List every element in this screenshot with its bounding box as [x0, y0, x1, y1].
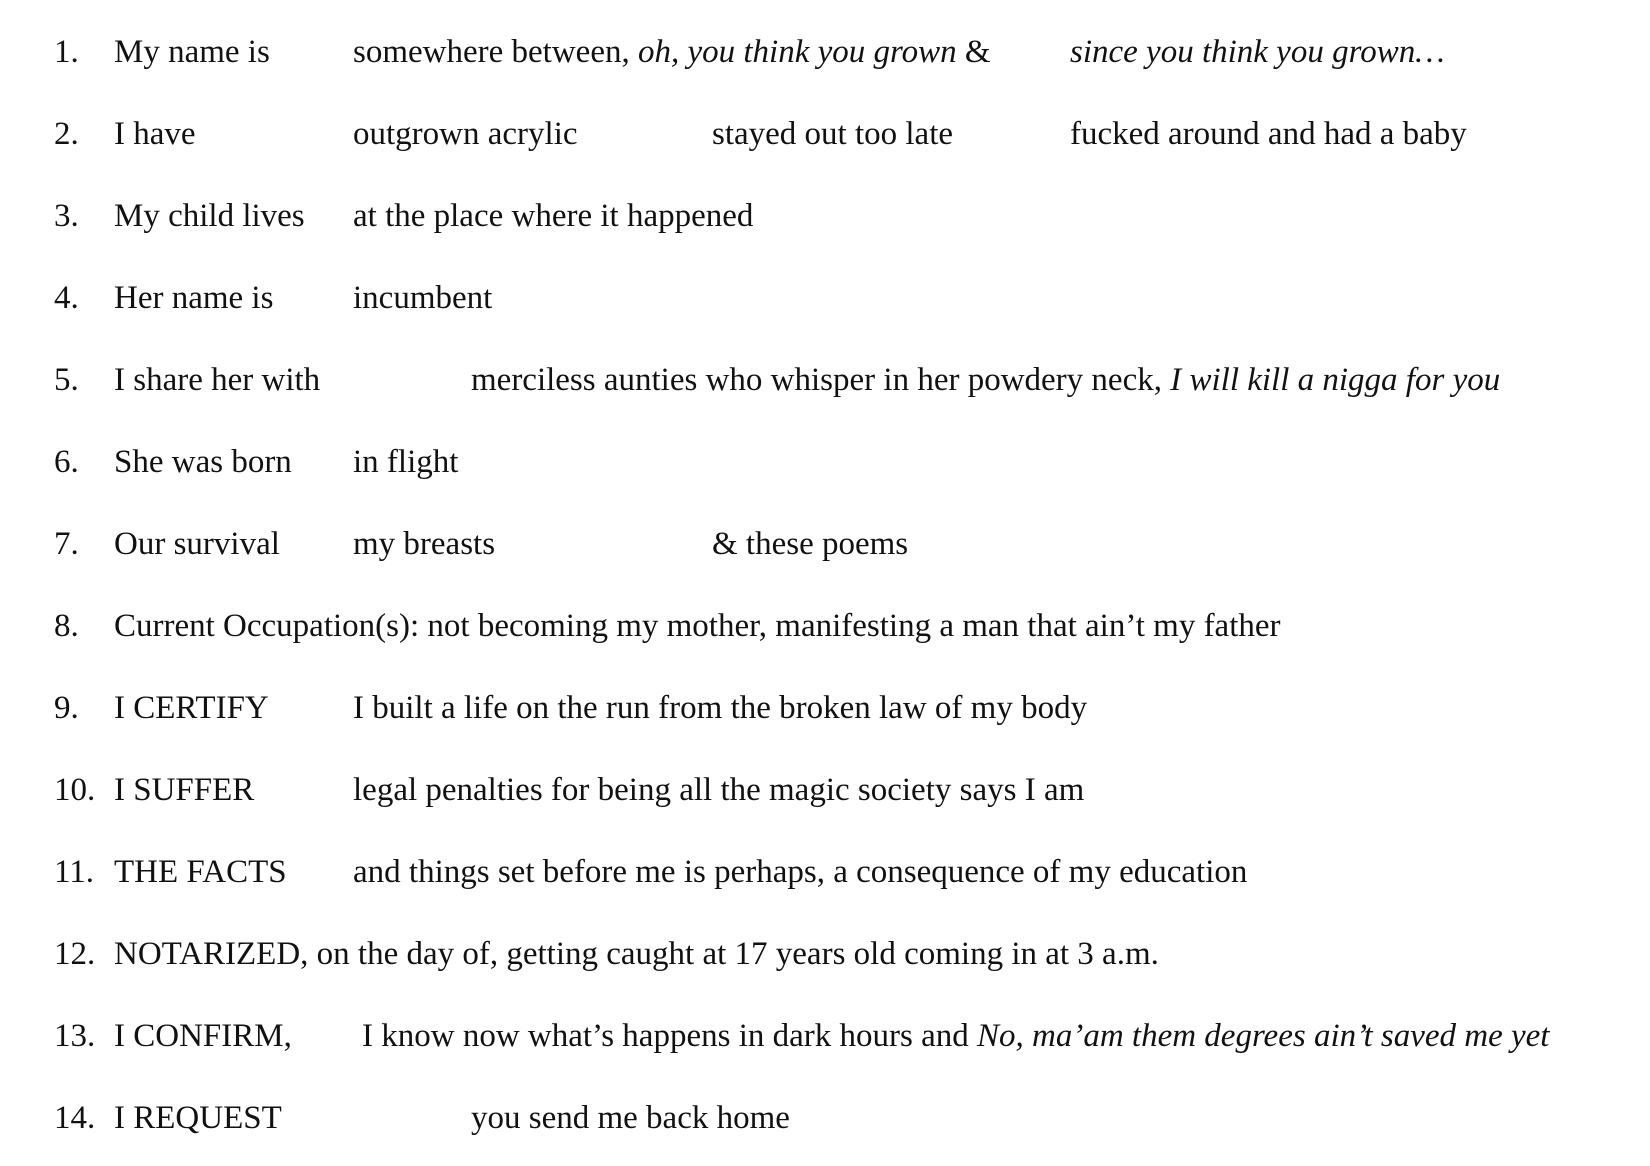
line-number: 8. — [54, 608, 79, 644]
line-label: I CERTIFY — [114, 690, 269, 726]
line-5 — [0, 350, 1650, 410]
line-number: 10. — [54, 772, 96, 808]
line-number: 3. — [54, 198, 79, 234]
line-label: My child lives — [114, 198, 305, 234]
line-label: Her name is — [114, 280, 274, 316]
line-label: I SUFFER — [114, 772, 255, 808]
line-number: 7. — [54, 526, 79, 562]
line-label: Our survival — [114, 526, 280, 562]
line-number: 13. — [54, 1018, 96, 1054]
line-13 — [0, 1006, 1650, 1066]
line-text-roman: merciless aunties who whisper in her powdery neck, — [471, 362, 1162, 398]
line-number: 14. — [54, 1100, 96, 1136]
line-number: 2. — [54, 116, 79, 152]
line-number: 9. — [54, 690, 79, 726]
line-number: 1. — [54, 34, 79, 70]
line-12 — [0, 924, 1650, 984]
line-number: 5. — [54, 362, 79, 398]
line-label: NOTARIZED, on the day of, getting caught at 17 years old coming in at 3 a.m. — [114, 936, 1159, 972]
line-text-italic-2: since you think you grown… — [1070, 34, 1445, 70]
line-text-italic: oh, you think you grown — [637, 34, 957, 70]
line-label: My name is — [114, 34, 270, 70]
line-3 — [0, 186, 1650, 246]
line-text: you send me back home — [471, 1100, 790, 1136]
line-number: 12. — [54, 936, 96, 972]
line-number: 6. — [54, 444, 79, 480]
line-text: my breasts — [353, 526, 496, 562]
line-text-ampersand: & — [964, 34, 991, 70]
line-4 — [0, 268, 1650, 328]
line-2 — [0, 104, 1650, 164]
line-text-roman: somewhere between, — [353, 34, 630, 70]
line-text: I built a life on the run from the broken law of my body — [353, 690, 1088, 726]
line-label: I CONFIRM, — [114, 1018, 292, 1054]
line-label: She was born — [114, 444, 292, 480]
line-14 — [0, 1088, 1650, 1148]
line-6 — [0, 432, 1650, 492]
line-text-3: fucked around and had a baby — [1070, 116, 1467, 152]
line-label: I share her with — [114, 362, 321, 398]
line-9 — [0, 678, 1650, 738]
line-label: I REQUEST — [114, 1100, 282, 1136]
line-number: 4. — [54, 280, 79, 316]
line-text: and things set before me is perhaps, a consequence of my education — [353, 854, 1248, 890]
line-number: 11. — [54, 854, 95, 890]
line-text: incumbent — [353, 280, 493, 316]
line-text — [353, 22, 991, 82]
line-text-italic: I will kill a nigga for you — [1170, 362, 1501, 398]
line-text-italic: No, ma’am them degrees ain’t saved me yet — [976, 1018, 1550, 1054]
line-1 — [0, 22, 1650, 82]
line-7 — [0, 514, 1650, 574]
line-label: THE FACTS — [114, 854, 287, 890]
line-label: I have — [114, 116, 196, 152]
line-label: Current Occupation(s): not becoming my mother, manifesting a man that ain’t my father — [114, 608, 1281, 644]
line-10 — [0, 760, 1650, 820]
line-text: in flight — [353, 444, 459, 480]
line-text-2: & these poems — [712, 526, 909, 562]
line-text-roman: I know now what’s happens in dark hours and — [362, 1018, 969, 1054]
line-text: legal penalties for being all the magic society says I am — [353, 772, 1085, 808]
line-text: at the place where it happened — [353, 198, 754, 234]
line-text — [471, 350, 1500, 410]
line-text-2: stayed out too late — [712, 116, 954, 152]
line-text: outgrown acrylic — [353, 116, 578, 152]
line-8 — [0, 596, 1650, 656]
line-11 — [0, 842, 1650, 902]
line-text — [362, 1006, 1549, 1066]
